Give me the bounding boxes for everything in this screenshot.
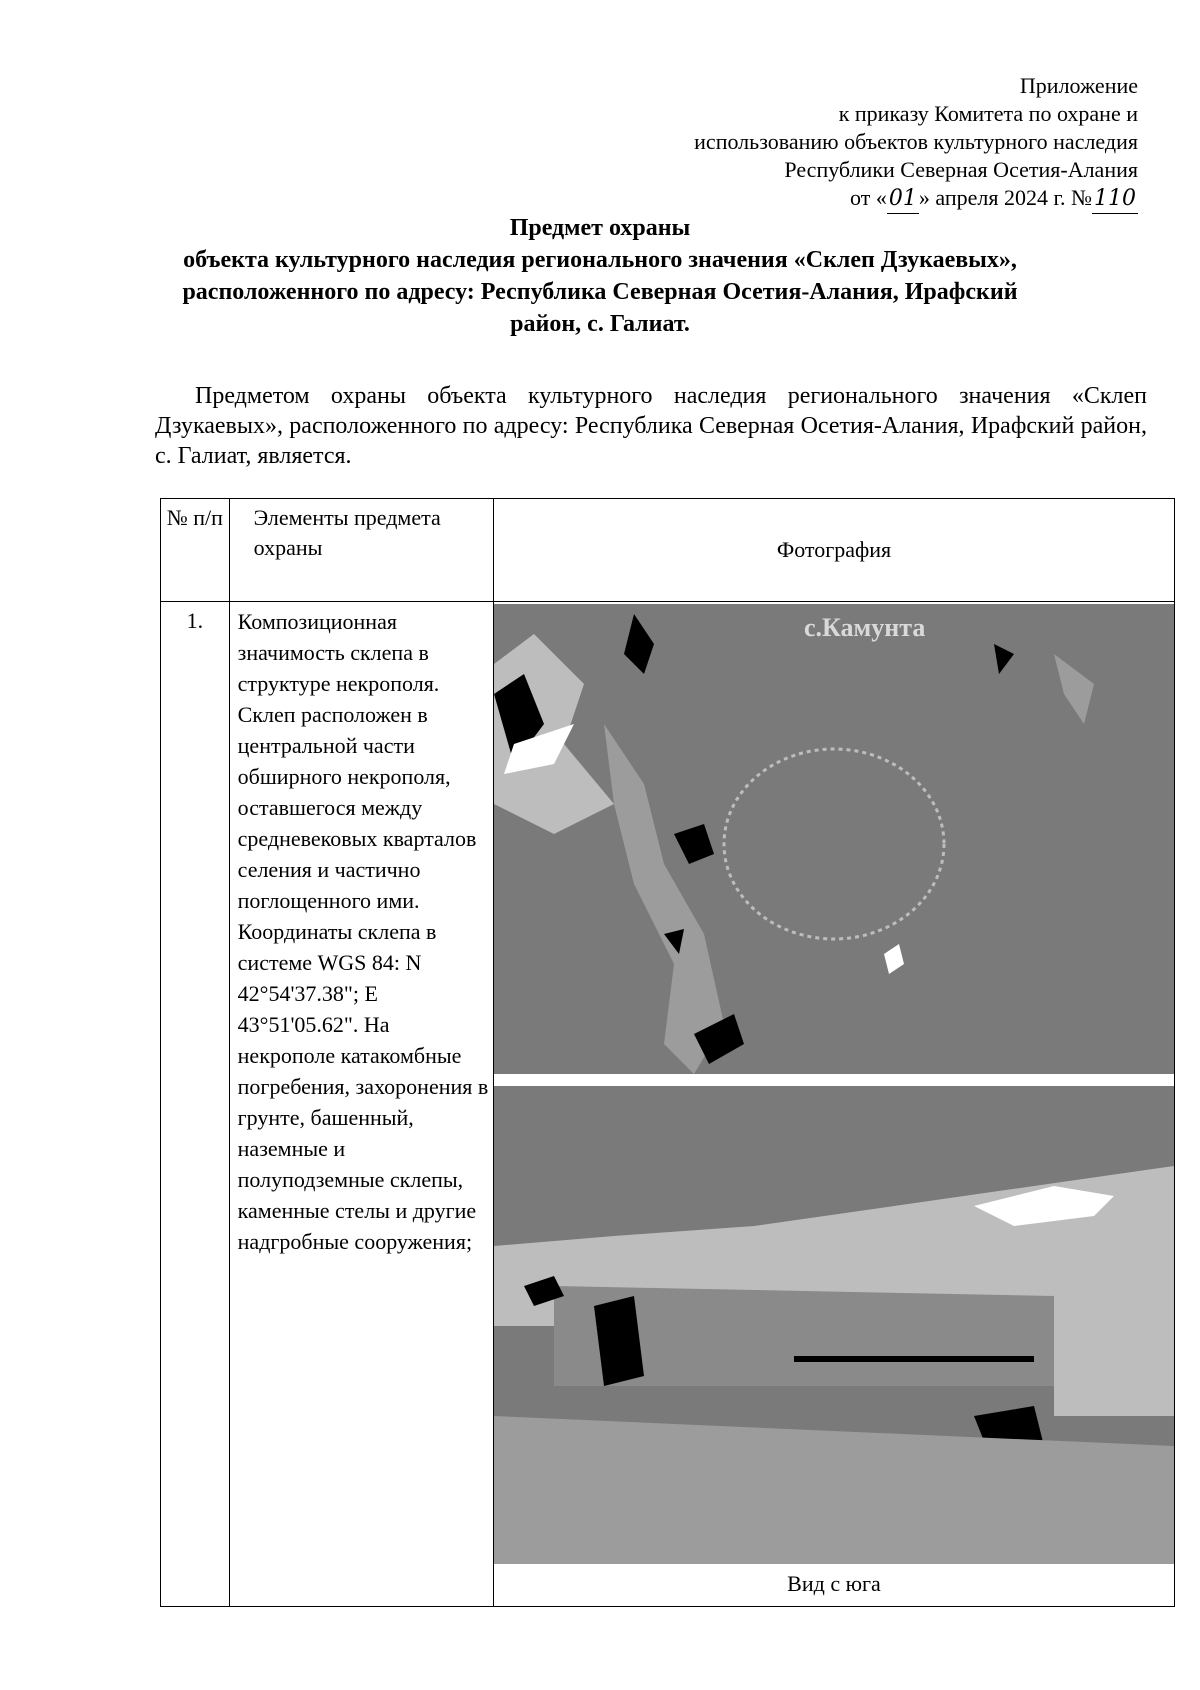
document-title [120, 212, 1080, 340]
appendix-line-2: к приказу Комитета по охране и [838, 101, 1138, 126]
map-photo [494, 604, 1174, 1074]
header-photo: Фотография [494, 499, 1175, 602]
appendix-line-5 [518, 184, 1138, 214]
photo-caption: Вид с юга [787, 1571, 881, 1596]
title-line-2: объекта культурного наследия регионального значения «Склеп Дзукаевых», [183, 247, 1017, 273]
row-description: Композиционная значимость склепа в структуре некрополя. Склеп расположен в центральной части обширного некрополя, оставшегося между средневековых кварталов селения и частично поглощенного ими. Координаты склепа в системе WGS 84: N 42°54'37.38"; E 43°51'05.62". На некрополе катакомбные погребения, захоронения в грунте, башенный, наземные и полуподземные склепы, каменные стелы и другие надгробные сооружения; [229, 602, 493, 1607]
appendix-line-4: Республики Северная Осетия-Алания [784, 157, 1138, 182]
intro-paragraph: Предметом охраны объекта культурного наследия регионального значения «Склеп Дзукаевых», расположенного по адресу: Республика Северная Осетия-Алания, Ирафский район, с. Галиат, является. [155, 383, 1147, 469]
table-row [161, 602, 1175, 1607]
header-number: № п/п [161, 499, 230, 602]
title-line-1: Предмет охраны [509, 215, 691, 241]
appendix-line-3: использованию объектов культурного наследия [694, 129, 1138, 154]
south-view-photo [494, 1086, 1174, 1564]
appendix-date-middle: » апреля 2024 г. № [918, 185, 1092, 210]
header-elements: Элементы предмета охраны [229, 499, 493, 602]
appendix-date-prefix: от « [850, 185, 887, 210]
map-label: с.Камунта [804, 613, 926, 642]
title-line-3: расположенного по адресу: Республика Северная Осетия-Алания, Ирафский [182, 279, 1018, 305]
handwritten-order-number: 110 [1092, 185, 1138, 214]
row-photos [494, 602, 1175, 1607]
title-line-4: район, с. Галиат. [510, 311, 690, 337]
appendix-block [518, 72, 1138, 214]
table-header-row [161, 499, 1175, 602]
row-number: 1. [161, 602, 230, 1607]
handwritten-day: 01 [887, 185, 919, 214]
protection-table [160, 498, 1175, 1607]
appendix-line-1: Приложение [1019, 73, 1138, 98]
